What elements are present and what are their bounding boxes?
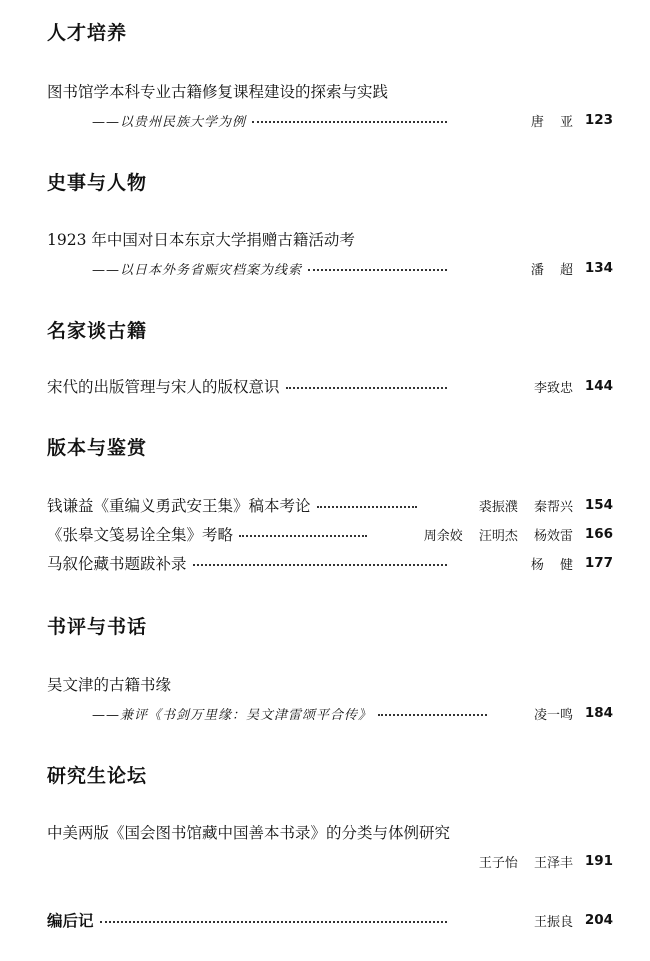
- section-title: 史事与人物: [47, 172, 148, 194]
- afterword-title: 编后记: [47, 911, 94, 930]
- entry-title[interactable]: 图书馆学本科专业古籍修复课程建设的探索与实践: [47, 83, 389, 101]
- page-number: 123: [584, 112, 613, 128]
- entry-title[interactable]: 吴文津的古籍书缘: [47, 676, 172, 694]
- entry-title: 《张皋文笺易诠全集》考略: [47, 526, 234, 544]
- page-number: 177: [584, 555, 613, 571]
- page-number: 144: [584, 378, 613, 394]
- toc-entry-row[interactable]: [47, 494, 613, 516]
- toc-author-row[interactable]: [47, 850, 613, 872]
- entry-author: 唐 亚: [530, 114, 573, 130]
- dot-leader: [252, 121, 447, 123]
- page-number: 204: [584, 912, 613, 928]
- section-title: 版本与鉴赏: [47, 437, 148, 459]
- dot-leader: [308, 269, 447, 271]
- entry-title: 钱谦益《重编义勇武安王集》稿本考论: [47, 497, 311, 515]
- toc-subtitle-row[interactable]: [92, 109, 613, 131]
- entry-subtitle: ——以贵州民族大学为例: [92, 114, 247, 130]
- dot-leader: [100, 921, 447, 923]
- entry-title[interactable]: 1923 年中国对日本东京大学捐赠古籍活动考: [47, 231, 355, 249]
- entry-title: 马叙伦藏书题跋补录: [47, 555, 187, 573]
- section-title: 书评与书话: [47, 616, 148, 638]
- page-number: 184: [584, 705, 613, 721]
- page-number: 154: [584, 497, 613, 513]
- dot-leader: [286, 387, 447, 389]
- toc-subtitle-row[interactable]: [92, 257, 613, 279]
- entry-title: 宋代的出版管理与宋人的版权意识: [47, 378, 280, 396]
- entry-subtitle: ——兼评《书剑万里缘：吴文津雷颂平合传》: [92, 707, 373, 723]
- entry-subtitle: ——以日本外务省赈灾档案为线索: [92, 262, 303, 278]
- page-number: 166: [584, 526, 613, 542]
- section-title: 名家谈古籍: [47, 320, 148, 342]
- page-number: 191: [584, 853, 613, 869]
- toc-afterword-row[interactable]: [47, 909, 613, 931]
- section-title: 研究生论坛: [47, 765, 148, 787]
- entry-author: 杨 健: [530, 557, 573, 573]
- page-number: 134: [584, 260, 613, 276]
- entry-author: 潘 超: [530, 262, 573, 278]
- dot-leader: [317, 506, 417, 508]
- dot-leader: [193, 564, 447, 566]
- toc-entry-row[interactable]: [47, 375, 613, 397]
- entry-author: 裘振濮 秦帮兴: [478, 499, 573, 515]
- dot-leader: [239, 535, 367, 537]
- dot-leader: [378, 714, 487, 716]
- entry-author: 李致忠: [533, 380, 573, 396]
- entry-author: 周余姣 汪明杰 杨效雷: [423, 528, 573, 544]
- toc-entry-row[interactable]: [47, 523, 613, 545]
- entry-author: 王振良: [533, 914, 573, 930]
- entry-author: 王子怡 王泽丰: [478, 855, 573, 871]
- entry-author: 凌一鸣: [533, 707, 573, 723]
- toc-subtitle-row[interactable]: [92, 702, 613, 724]
- section-title: 人才培养: [47, 22, 128, 44]
- toc-entry-row[interactable]: [47, 552, 613, 574]
- entry-title[interactable]: 中美两版《国会图书馆藏中国善本书录》的分类与体例研究: [47, 824, 451, 842]
